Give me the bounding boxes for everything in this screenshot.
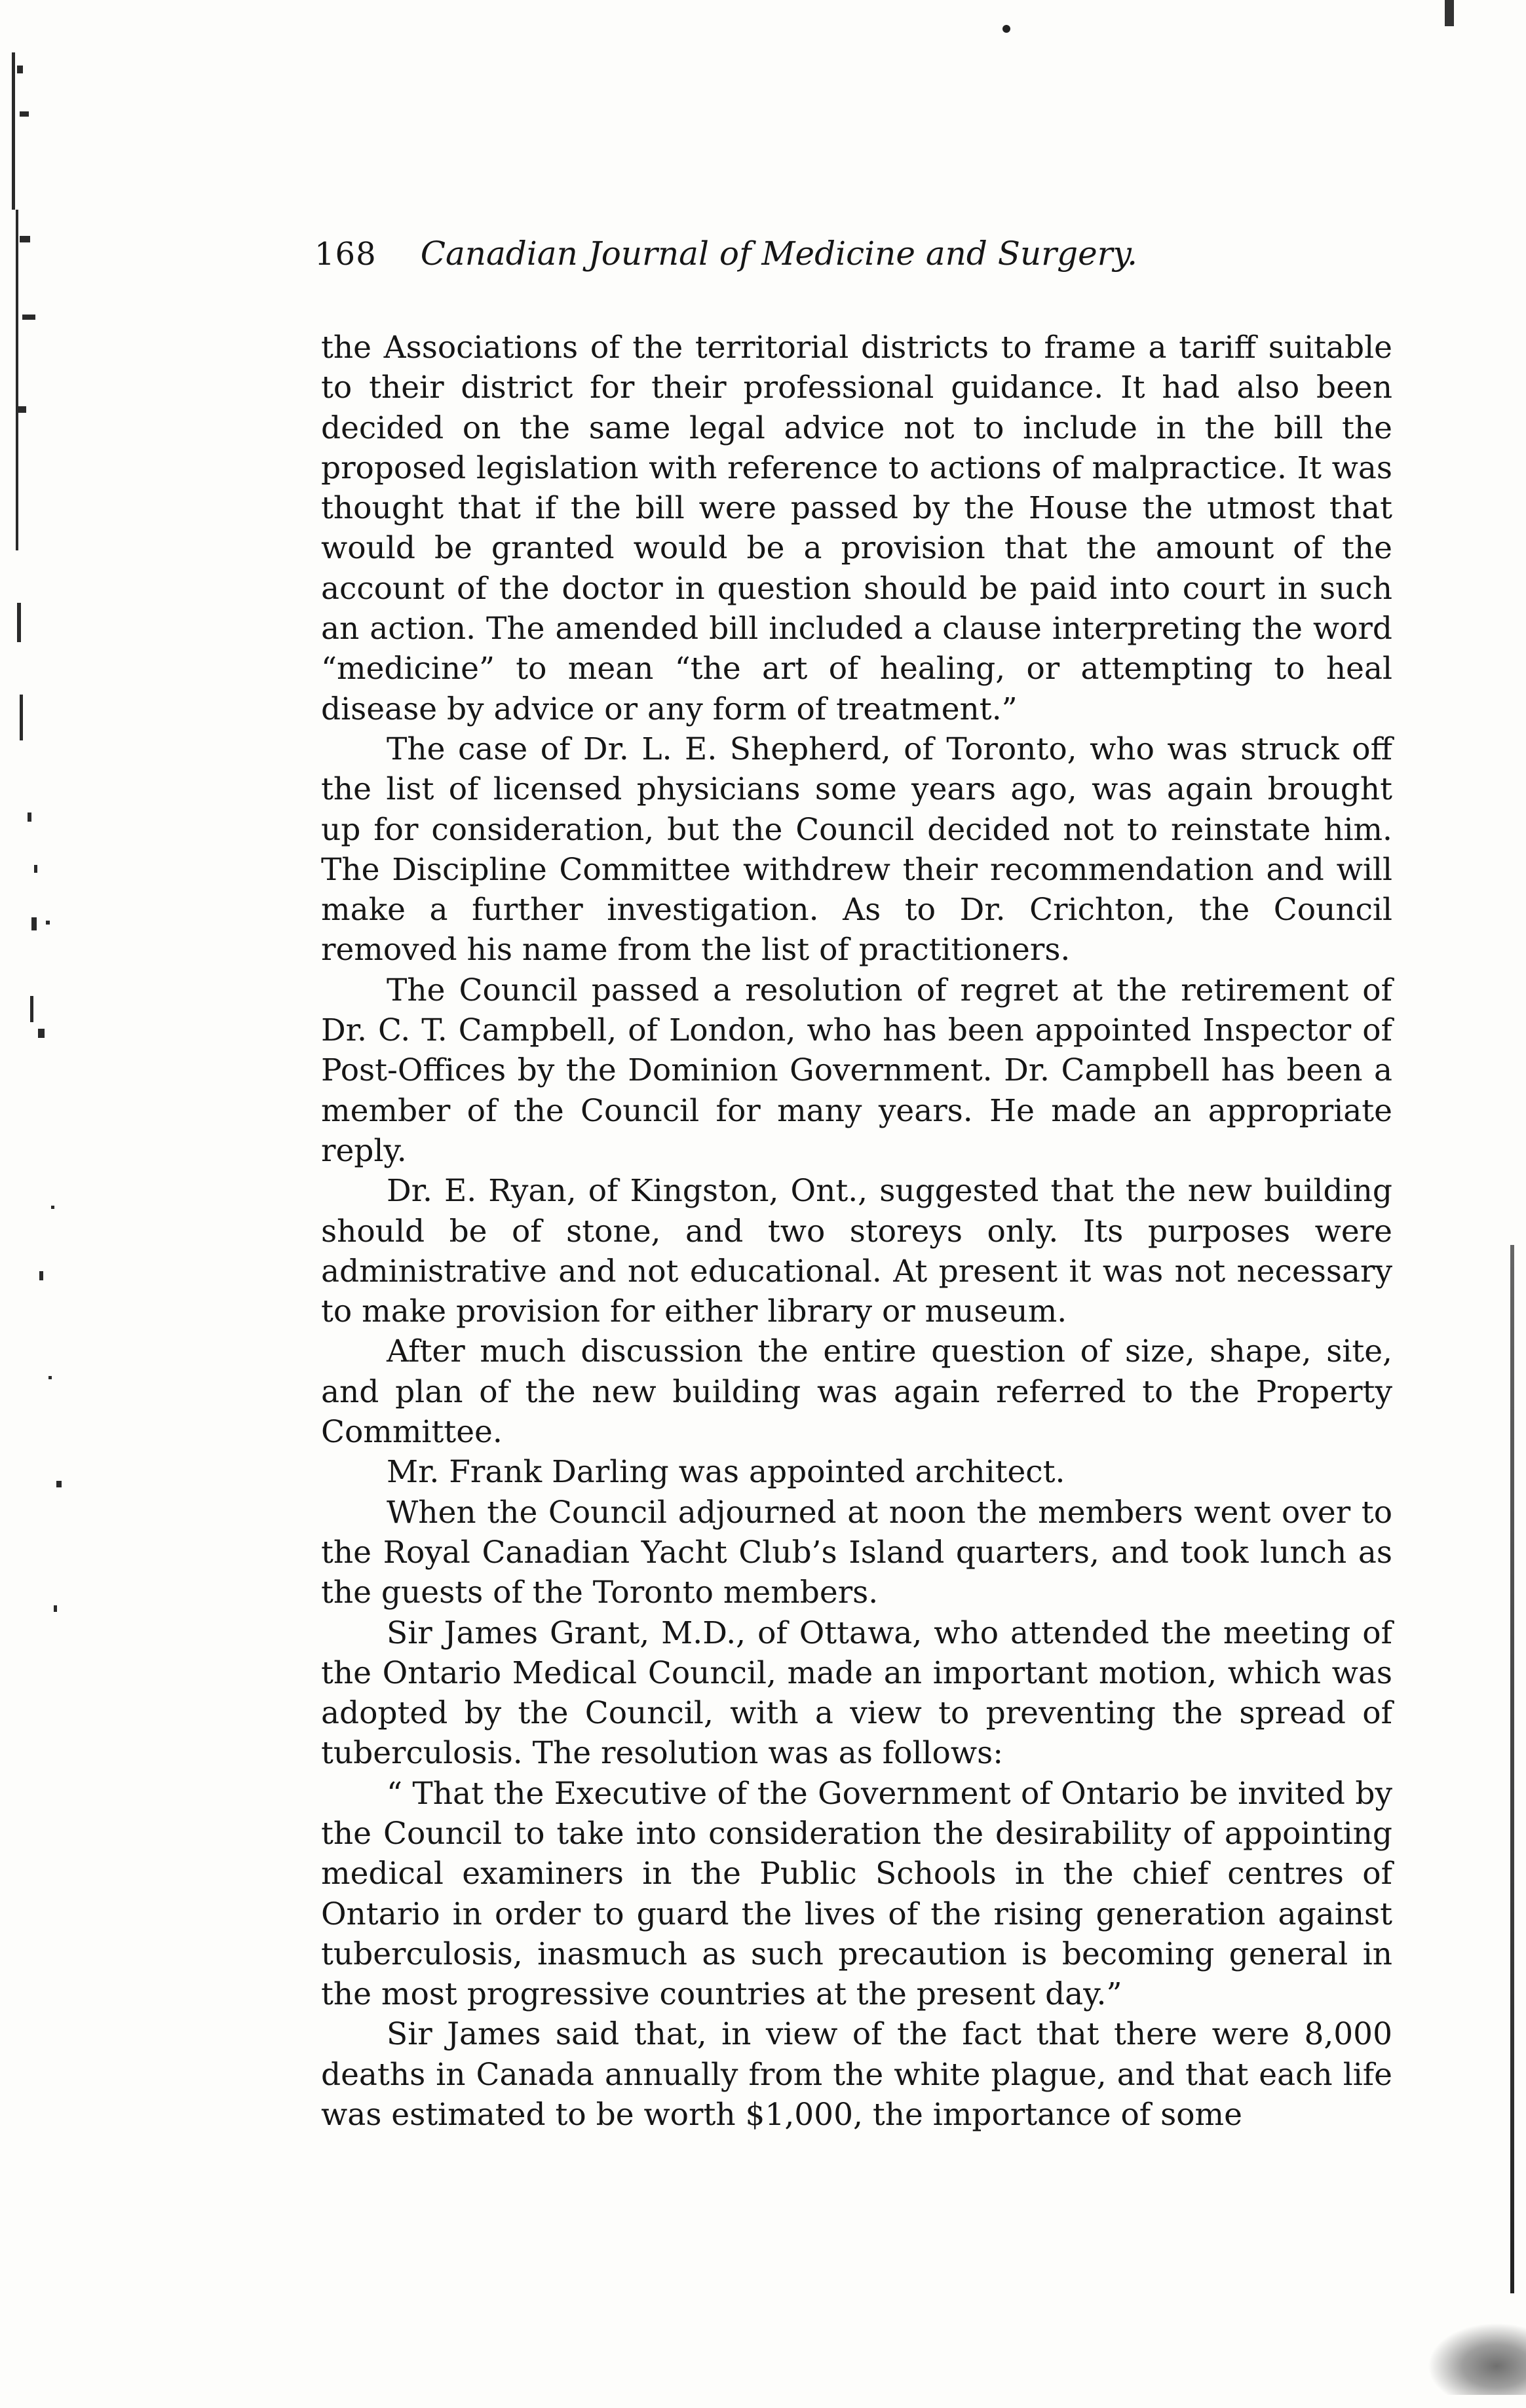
paragraph-shepherd-case: The case of Dr. L. E. Shepherd, of Toronto, who was struck off the list of licensed physicians some years ago, was again brought up for consideration, but the Council decided not to reinstate him. The Discipline Committee withdrew their recommendation and will make a further investigation. As to Dr. Crichton, the Council removed his name from the list of practitioners. [321,731,1392,968]
paragraph-architect: Mr. Frank Darling was appointed architect. [387,1454,1065,1491]
paragraph-yacht-club-lunch: When the Council adjourned at noon the members went over to the Royal Canadian Yacht Club’s Island quarters, and took lunch as the guests of the Toronto members. [321,1494,1392,1611]
paragraph-grant-motion: Sir James Grant, M.D., of Ottawa, who attended the meeting of the Ontario Medical Council, made an important motion, which was adopted by the Council, with a view to preventing the spread of tuberculosis. The resolution was as follows: [321,1615,1392,1772]
right-margin-scan-edge [1487,1245,1526,2359]
paragraph-property-committee: After much discussion the entire question of size, shape, site, and plan of the new building was again referred to the Property Committee. [321,1333,1392,1451]
paragraph-campbell-retirement: The Council passed a resolution of regret at the retirement of Dr. C. T. Campbell, of London, who has been appointed Inspector of Post-Offices by the Dominion Government. Dr. Campbell has been a member of the Council for many years. He made an appropriate reply. [321,972,1392,1169]
running-header [315,235,1232,287]
journal-title: Canadian Journal of Medicine and Surgery. [420,235,1138,273]
left-margin-scan-artifacts [0,39,92,2005]
paragraph-ryan-building: Dr. E. Ryan, of Kingston, Ont., suggested that the new building should be of stone, and two storeys only. Its purposes were administrative and not educational. At present it was not necessary to make provision for either library or museum. [321,1173,1392,1330]
page-number: 168 [315,236,377,273]
paragraph-white-plague: Sir James said that, in view of the fact that there were 8,000 deaths in Canada annually from the white plague, and that each life was estimated to be worth $1,000, the importance of some [321,2016,1392,2133]
paragraph-resolution-quote: “ That the Executive of the Government of Ontario be invited by the Council to take into consideration the desirability of appointing medical examiners in the Public Schools in the chief centres of Ontario in order to guard the lives of the rising generation against tuberculosis, inasmuch as such precaution is becoming general in the most progressive countries at the present day.” [321,1775,1392,2013]
paragraph-tariff-continuation: the Associations of the territorial districts to frame a tariff suitable to their district for their professional guidance. It had also been decided on the same legal advice not to include in the bill the proposed legislation with reference to actions of malpractice. It was thought that if the bill were passed by the House the utmost that would be granted would be a provision that the amount of the account of the doctor in question should be paid into court in such an action. The amended bill included a clause interpreting the word “medicine” to mean “the art of healing, or attempting to heal disease by advice or any form of treatment.” [321,330,1392,727]
scan-edge-mark [1445,0,1454,26]
scan-speck [1002,25,1010,33]
corner-smudge [1428,2323,1526,2395]
article-body [321,328,1392,2135]
